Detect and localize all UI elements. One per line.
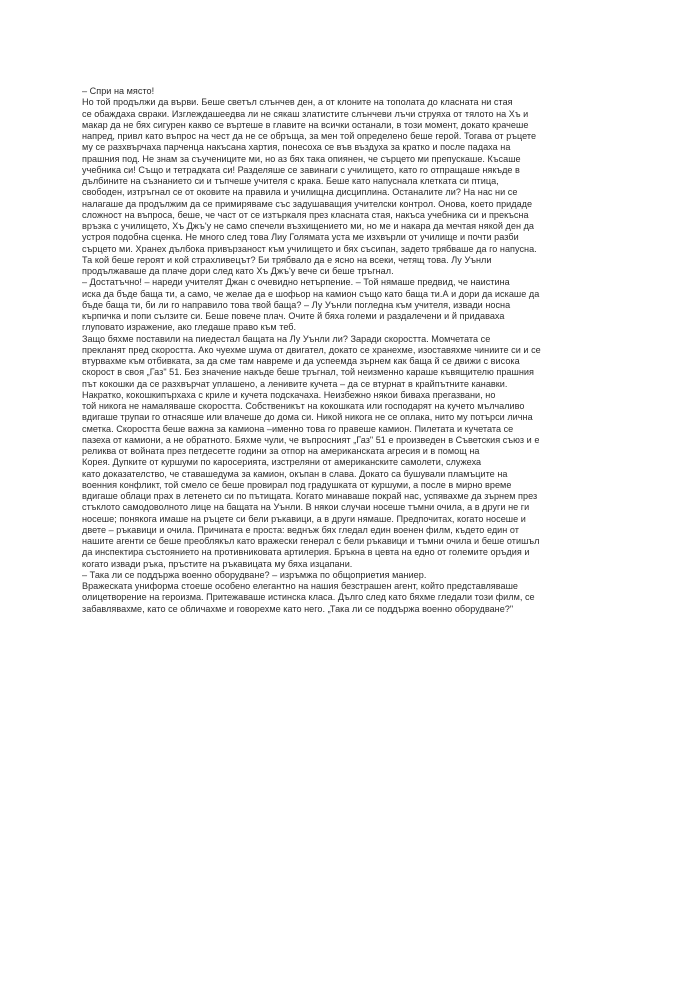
text-line: да инспектира състоянието на противниковата артилерия. Бръкна в цевта на едно от големите оръдия и — [82, 547, 530, 558]
text-line: двете – ръкавици и очила. Причината е проста: веднъж бях гледал един военен филм, където един от — [82, 524, 519, 535]
text-line: прекланят пред скоростта. Ако чуехме шума от двигател, докато се хранехме, изоставяхме чиниите си и се — [82, 344, 541, 355]
text-line: учебника си! Също и тетрадката си! Разделяше се завинаги с училището, като го отпращаше някъде в — [82, 164, 520, 175]
text-line: сметка. Скоростта беше важна за камиона –именно това го правеше камион. Пилетата и кучетата се — [82, 423, 514, 434]
text-line: Корея. Дупките от куршуми по каросерията, изстреляни от американските самолети, служеха — [82, 457, 482, 468]
text-line: макар да не бях сигурен какво се въртеше в главите на всички останали, в този момент, докато крачеше — [82, 119, 529, 130]
text-line: Защо бяхме поставили на пиедестал бащата на Лу Уънли ли? Заради скоростта. Момчетата се — [82, 333, 491, 344]
body-text — [82, 86, 622, 615]
text-line: – Спри на място! — [82, 86, 155, 96]
text-line: стъклото самодоволното лице на бащата на Уънли. В някои случаи носеше тъмни очила, а в други не ги — [82, 502, 530, 513]
text-line: носеше; понякога имаше на ръцете си бели ръкавици, а в други нямаше. Предпочитах, когато носеше и — [82, 513, 526, 524]
text-line: налагаше да продължим да се примиряваме със задушаващия учителски контрол. Онова, което придаде — [82, 198, 533, 209]
text-line: Та кой беше героят и кой страхливецът? Би трябвало да е ясно на всеки, четящ това. Лу Уънли — [82, 254, 492, 265]
text-line: се обаждаха сврaки. Изглеждашеедва ли не сякаш златистите слънчеви лъчи струяха от тялото на Хъ и — [82, 108, 529, 119]
text-line: вдигаше трупаи го отнасяше или влачеше до дома си. Никой никога не се оплака, нито му потърси лична — [82, 412, 533, 423]
text-line: Накратко, кокошкипърхаха с криле и кучета подскачаха. Неизбежно някои биваха прегазвани, но — [82, 389, 496, 400]
text-line: военния конфликт, той смело се беше провирал под градушката от куршуми, а после в мирно време — [82, 479, 512, 490]
text-line: пазеха от камиони, а не обратното. Бяхме чули, че въпросният „Газ" 51 е произведен в Съветския съюз и е — [82, 434, 540, 445]
text-line: напред, привл като въпрос на чест да не се обръща, за мен той определено беше герой. Тогава от ръцете — [82, 131, 537, 141]
text-line: продължаваше да плаче дори след като Хъ Джъ'у вече си беше тръгнал. — [82, 266, 394, 276]
text-line: Но той продължи да върви. Беше светъл слънчев ден, а от клоните на тополата до класната ни стая — [82, 97, 513, 108]
text-line: връзка с училището, Хъ Джъ'у не само спечели възхищението ми, но ме и накара да мечтая някой ден да — [82, 221, 535, 231]
text-line: свободен, изтръгнал се от оковите на правила и училищна дисциплина. Останалите ли? На нас ни се — [82, 187, 518, 198]
text-line: глуповато изражение, ако гледаше право към теб. — [82, 322, 297, 333]
text-line: реликва от войната през петдесетте години за отпор на американската агресия и в помощ на — [82, 446, 480, 456]
text-line: втурвахме към отбивката, за да сме там навреме и да успеемда зърнем как баща й се движи с висока — [82, 356, 520, 366]
text-line: му се разхвърчаха парченца накъсана хартия, понесоха се във въздуха за кратко и после падаха на — [82, 142, 511, 153]
text-line: кърпичка и попи сълзите си. Беше повече плач. Очите й бяха големи и раздалечени и й придаваха — [82, 311, 505, 321]
text-line: нашите агенти се беше преоблякъл като вражески генерал с бели ръкавици и тъмни очила и беше отишъл — [82, 536, 540, 546]
text-line: бъде баща ти, би ли го направило това твой баща? – Лу Уънли погледна към учителя, извади носна — [82, 299, 511, 310]
text-line: сложност на въпроса, беше, че част от се изтъркаля през класната стая, накъса учебника си и прекъсна — [82, 209, 529, 220]
text-line: сърцето ми. Хранех дълбока привързаност към училището и бях съсипан, задето трябваше да го напусна. — [82, 243, 537, 254]
text-line: олицетворение на героизма. Притежаваше истинска класа. Дълго след като бяхме гледали този филм, се — [82, 592, 535, 603]
text-line: той никога не намаляваше скоростта. Собственикът на кокошката или господарят на кучето мълчаливо — [82, 401, 525, 411]
text-line: път кокошки да се разхвърчат уплашено, а ленивите кучета – да се втурнат в крайпътните канавки. — [82, 378, 508, 389]
text-line: когато извади ръка, пръстите на ръкавицата му бяха изцапани. — [82, 558, 353, 569]
text-line: – Достатъчно! – нареди учителят Джан с очевидно нетърпение. – Той нямаше предвид, че наистина — [82, 277, 510, 288]
text-line: устроя подобна сценка. Не много след това Лиу Голямата уста ме изхвърли от училище и почти разби — [82, 232, 519, 243]
text-line: вдигаше облаци прах в летенето си по пътищата. Когато минаваше покрай нас, успявахме да зърнем през — [82, 491, 538, 501]
text-line: забавлявахме, като се обличахме и говорехме като него. „Така ли се поддържа военно оборудване?" — [82, 603, 514, 614]
text-line: скорост в своя „Газ" 51. Без значение накъде беше тръгнал, той неизменно караше къвящителю прашния — [82, 367, 534, 378]
text-line: дълбините на съзнанието си и тъпчеше учителя с крака. Беше като напуснала клетката си птица, — [82, 176, 499, 186]
text-line: прашния под. Не знам за съучениците ми, но аз бях така опиянен, че сърцето ми препускаше. Късаше — [82, 153, 521, 164]
text-line: – Така ли се поддържа военно оборудване? – изръмжа по общоприетия маниер. — [82, 569, 427, 580]
text-line: Вражеската униформа стоеше особено елегантно на нашия безстрашен агент, който представляваше — [82, 581, 519, 591]
text-line: като доказателство, че ставашедума за камион, окъпан в слава. Докато са бушували пламъците на — [82, 468, 508, 479]
text-line: иска да бъде баща ти, а само, че желае да е шофьор на камион също като баща ти.А и дори да искаше да — [82, 288, 540, 299]
